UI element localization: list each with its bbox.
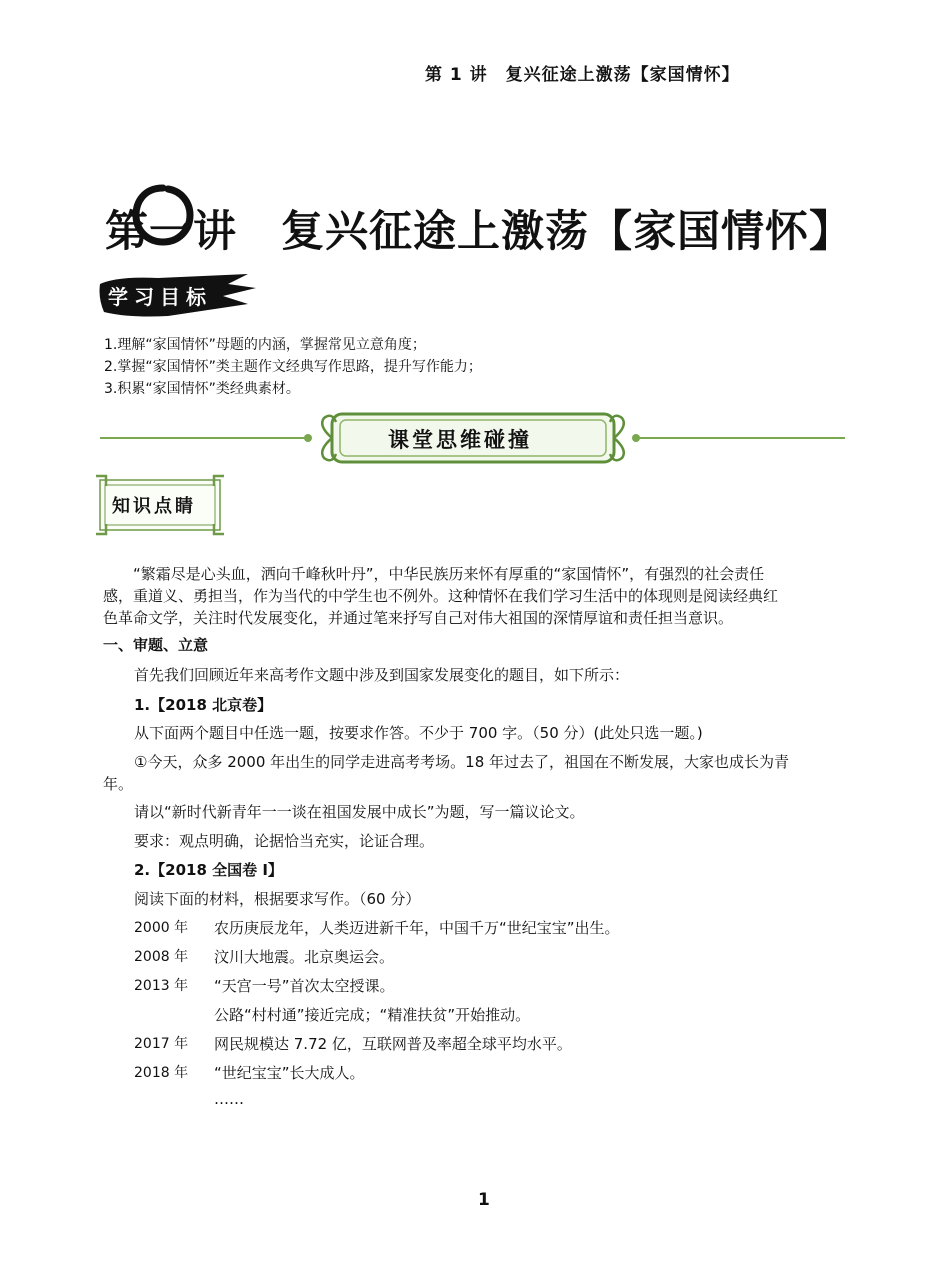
exam1-prompt-line-2: 年。: [103, 775, 134, 793]
timeline-event: “天宫一号”首次太空授课。: [214, 977, 395, 995]
exam1-heading: 1.【2018 北京卷】: [134, 696, 273, 714]
goal-item-3: 3.积累“家国情怀”类经典素材。: [104, 381, 300, 397]
exam1-instruction: 从下面两个题目中任选一题，按要求作答。不少于 700 字。（50 分）(此处只选一题。): [134, 724, 703, 742]
goal-item-1: 1.理解“家国情怀”母题的内涵，掌握常见立意角度；: [104, 337, 426, 353]
timeline-year: 2018 年: [134, 1065, 189, 1081]
section-lead: 首先我们回顾近年来高考作文题中涉及到国家发展变化的题目，如下所示：: [134, 666, 630, 684]
knowledge-box-title: 知识点睛: [112, 496, 196, 517]
timeline-event: 农历庚辰龙年，人类迈进新千年，中国千万“世纪宝宝”出生。: [214, 919, 620, 937]
timeline-year: 2000 年: [134, 920, 189, 936]
timeline-event: “世纪宝宝”长大成人。: [214, 1064, 365, 1082]
intro-line-1: “繁霜尽是心头血，洒向千峰秋叶丹”，中华民族历来怀有厚重的“家国情怀”，有强烈的社会责任: [133, 565, 765, 583]
main-title: 第一讲 复兴征途上激荡【家国情怀】: [105, 207, 853, 257]
timeline-year: 2008 年: [134, 949, 189, 965]
exam1-task: 请以“新时代新青年一一谈在祖国发展中成长”为题，写一篇议论文。: [134, 803, 585, 821]
timeline-ellipsis: ……: [214, 1090, 244, 1108]
learning-goals-badge: 学习目标: [108, 285, 212, 309]
timeline-event: 网民规模达 7.72 亿，互联网普及率超全球平均水平。: [214, 1035, 572, 1053]
timeline-event: 公路“村村通”接近完成；“精准扶贫”开始推动。: [214, 1006, 531, 1024]
page-number: 1: [478, 1190, 490, 1210]
exam1-requirement: 要求：观点明确，论据恰当充实，论证合理。: [134, 832, 435, 850]
timeline-event: 汶川大地震。北京奥运会。: [214, 948, 395, 966]
timeline-year: 2013 年: [134, 978, 189, 994]
exam1-prompt-line-1: ①今天，众多 2000 年出生的同学走进高考考场。18 年过去了，祖国在不断发展，大家也成长为青: [134, 753, 790, 771]
intro-line-2: 感，重道义、勇担当，作为当代的中学生也不例外。这种情怀在我们学习生活中的体现则是阅读经典红: [103, 587, 779, 605]
goal-item-2: 2.掌握“家国情怀”类主题作文经典写作思路，提升写作能力；: [104, 359, 482, 375]
section-banner-title: 课堂思维碰撞: [388, 428, 532, 452]
timeline-year: 2017 年: [134, 1036, 189, 1052]
running-header: 第 1 讲 复兴征途上激荡【家国情怀】: [425, 65, 740, 85]
exam2-instruction: 阅读下面的材料，根据要求写作。（60 分）: [134, 890, 421, 908]
intro-line-3: 色革命文学，关注时代发展变化，并通过笔来抒写自己对伟大祖国的深情厚谊和责任担当意识。: [103, 609, 734, 627]
section-heading: 一、审题、立意: [103, 636, 209, 654]
exam2-heading: 2.【2018 全国卷 I】: [134, 861, 283, 879]
